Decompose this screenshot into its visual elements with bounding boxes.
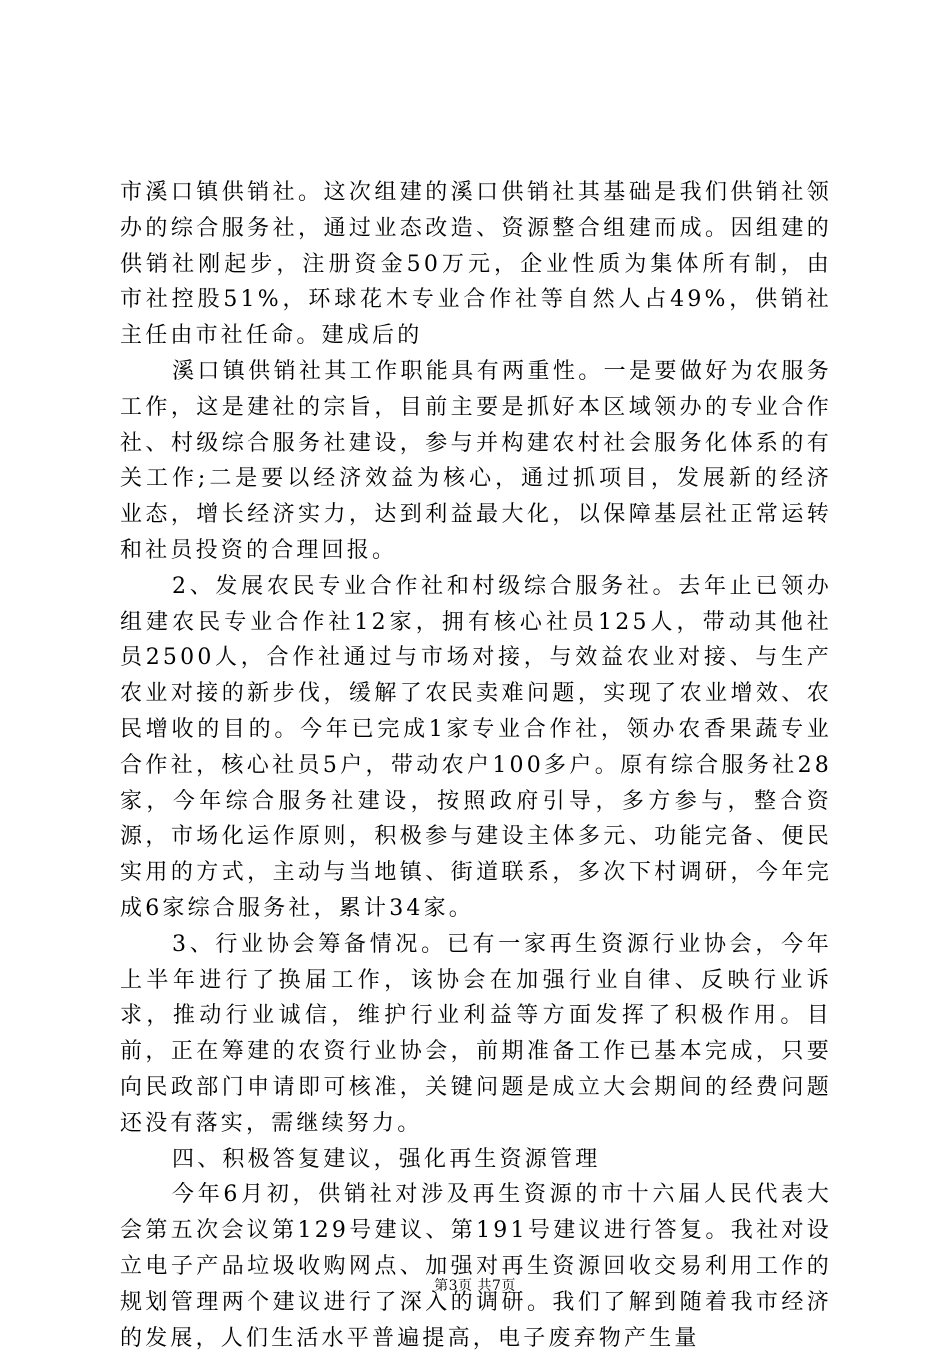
paragraph-3: 2、发展农民专业合作社和村级综合服务社。去年止已领办组建农民专业合作社12家，拥有核心社员125人，带动其他社员2500人，合作社通过与市场对接，与效益农业对接、与生产农业对接的新步伐，缓解了农民卖难问题，实现了农业增效、农民增收的目的。今年已完成1家专业合作社，领办农香果蔬专业合作社，核心社员5户，带动农户100多户。原有综合服务社28家，今年综合服务社建设，按照政府引导，多方参与，整合资源，市场化运作原则，积极参与建设主体多元、功能完备、便民实用的方式，主动与当地镇、街道联系，多次下村调研，今年完成6家综合服务社，累计34家。 <box>120 573 832 921</box>
paragraph-5: 今年6月初，供销社对涉及再生资源的市十六届人民代表大会第五次会议第129号建议、第191号建议进行答复。我社对设立电子产品垃圾收购网点、加强对再生资源回收交易利用工作的规划管理两个建议进行了深入的调研。我们了解到随着我市经济的发展，人们生活水平普遍提高，电子废弃物产生量 <box>120 1182 832 1351</box>
section-heading: 四、积极答复建议，强化再生资源管理 <box>172 1146 601 1172</box>
page-footer: 第3页 共7页 <box>434 1278 516 1294</box>
paragraph-2: 溪口镇供销社其工作职能具有两重性。一是要做好为农服务工作，这是建社的宗旨，目前主要是抓好本区域领办的专业合作社、村级综合服务社建设，参与并构建农村社会服务化体系的有关工作;二是要以经济效益为核心，通过抓项目，发展新的经济业态，增长经济实力，达到利益最大化，以保障基层社正常运转和社员投资的合理回报。 <box>120 358 832 563</box>
paragraph-1: 市溪口镇供销社。这次组建的溪口供销社其基础是我们供销社领办的综合服务社，通过业态改造、资源整合组建而成。因组建的供销社刚起步，注册资金50万元，企业性质为集体所有制，由市社控股51%，环球花木专业合作社等自然人占49%，供销社主任由市社任命。建成后的 <box>120 180 832 349</box>
paragraph-4: 3、行业协会筹备情况。已有一家再生资源行业协会，今年上半年进行了换届工作，该协会在加强行业自律、反映行业诉求，推动行业诚信，维护行业利益等方面发挥了积极作用。目前，正在筹建的农资行业协会，前期准备工作已基本完成，只要向民政部门申请即可核准，关键问题是成立大会期间的经费问题还没有落实，需继续努力。 <box>120 931 832 1136</box>
document-body <box>120 175 832 1356</box>
